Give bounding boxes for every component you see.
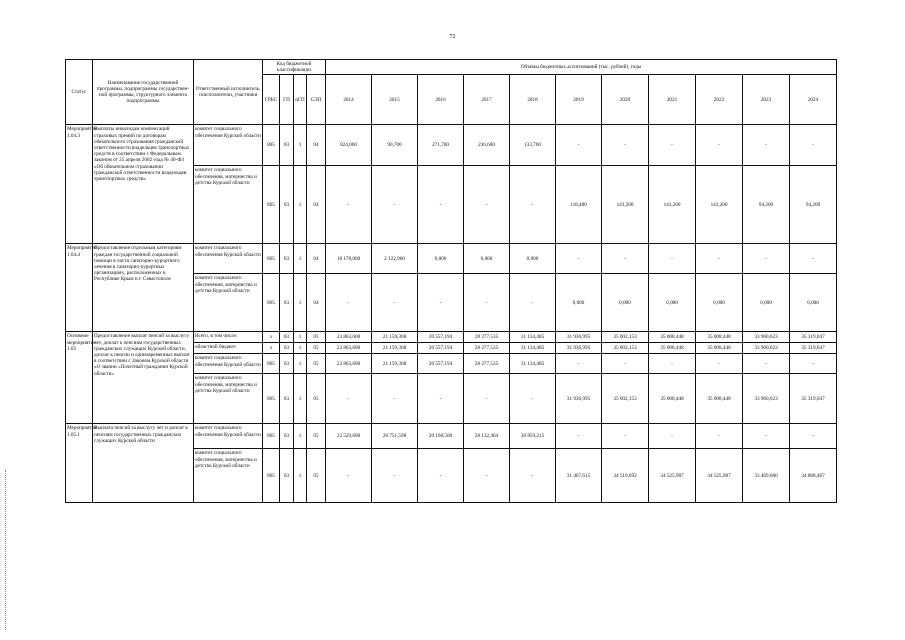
value-cell: - [649, 244, 696, 274]
code-cell: 805 [263, 166, 280, 244]
year-header: 2023 [743, 75, 790, 125]
code-cell: 805 [263, 274, 280, 332]
item-name-cell: Выплата пенсий за выслугу лет и доплат к пенсиям государственных гражданских служащих Курской области [93, 424, 194, 503]
value-cell: 23 529,600 [326, 424, 372, 449]
value-cell: 28 277,535 [464, 354, 510, 374]
code-cell: 03 [280, 424, 294, 449]
year-header: 2022 [696, 75, 743, 125]
value-cell: - [696, 424, 743, 449]
value-cell: - [326, 449, 372, 503]
value-cell: 0,000 [418, 244, 464, 274]
value-cell: 35 319,047 [790, 374, 837, 424]
code-cell: 05 [307, 424, 326, 449]
executor-cell: комитет социального обеспечения, материнства и детства Курской области [194, 274, 263, 332]
code-col-header: ГП [280, 75, 294, 125]
executor-header: Ответственный исполнитель, соисполнители, участники [194, 60, 263, 125]
value-cell: - [602, 424, 649, 449]
executor-cell: комитет социального обеспечения Курской области [194, 244, 263, 274]
code-col-header: ГРБС [263, 75, 280, 125]
year-header: 2018 [510, 75, 556, 125]
value-cell: - [743, 354, 790, 374]
code-cell: 805 [263, 374, 280, 424]
value-cell: - [743, 125, 790, 166]
value-cell: - [790, 354, 837, 374]
code-cell: 05 [307, 332, 326, 343]
value-cell: 94,200 [790, 166, 837, 244]
value-cell: - [602, 354, 649, 374]
code-cell: 03 [280, 166, 294, 244]
value-cell: 94,200 [743, 166, 790, 244]
value-cell: - [696, 354, 743, 374]
value-cell: 31 467,615 [556, 449, 602, 503]
status-cell: Мероприятие 1.05.1 [66, 424, 93, 503]
value-cell: 236,600 [464, 125, 510, 166]
value-cell: 21 159,368 [372, 354, 418, 374]
code-cell: 03 [280, 125, 294, 166]
code-cell: 1 [294, 244, 307, 274]
value-cell: 23 863,600 [326, 354, 372, 374]
value-cell: 31 936,995 [556, 343, 602, 354]
value-cell: 20 557,194 [418, 332, 464, 343]
value-cell: 33 960,623 [743, 343, 790, 354]
value-cell: - [464, 449, 510, 503]
status-cell: Основное мероприятие 1.05 [66, 332, 93, 424]
item-name-cell: Предоставление выплат пенсий за выслугу лет, доплат к пенсиям государственных гражданских служащих Курской области, доплат к пенсии и единовременных выплат в соответствии с Законом Курской области «О звании «Почетный гражданин Курской области» [93, 332, 194, 424]
value-cell: - [372, 166, 418, 244]
code-cell: 1 [294, 166, 307, 244]
value-cell: 35 002,153 [602, 374, 649, 424]
value-cell: - [326, 274, 372, 332]
value-cell: 31 134,485 [510, 332, 556, 343]
value-cell: - [556, 424, 602, 449]
executor-cell: комитет социального обеспечения Курской области [194, 424, 263, 449]
value-cell: 0,000 [556, 274, 602, 332]
value-cell: - [510, 274, 556, 332]
value-cell: 28 132,464 [464, 424, 510, 449]
value-cell: - [649, 354, 696, 374]
value-cell: 20 557,194 [418, 354, 464, 374]
code-cell: 1 [294, 343, 307, 354]
value-cell: 31 936,995 [556, 374, 602, 424]
code-cell: 03 [280, 343, 294, 354]
value-cell: 28 277,535 [464, 332, 510, 343]
value-cell: 0,000 [602, 274, 649, 332]
code-cell: 03 [280, 244, 294, 274]
value-cell: 143,200 [602, 166, 649, 244]
value-cell: - [556, 125, 602, 166]
value-cell: - [418, 274, 464, 332]
code-cell: 805 [263, 244, 280, 274]
value-cell: 33 469,680 [743, 449, 790, 503]
value-cell: 33 960,623 [743, 332, 790, 343]
code-cell: 1 [294, 354, 307, 374]
table-row [66, 125, 837, 166]
year-header: 2021 [649, 75, 696, 125]
code-cell: х [263, 343, 280, 354]
code-cell: 1 [294, 332, 307, 343]
value-cell: 34 808,467 [790, 449, 837, 503]
value-cell: 0,000 [510, 244, 556, 274]
table-row [66, 244, 837, 274]
code-cell: 805 [263, 354, 280, 374]
value-cell: 23 863,600 [326, 332, 372, 343]
value-cell: 20 751,598 [372, 424, 418, 449]
margin-mark [5, 470, 7, 630]
budget-volume-header: Объемы бюджетных ассигнований (тыс. рублей), годы [326, 60, 837, 75]
code-cell: 1 [294, 274, 307, 332]
budget-code-header: Код бюджетной классификации [263, 60, 326, 75]
value-cell: - [649, 125, 696, 166]
value-cell: 2 122,960 [372, 244, 418, 274]
value-cell: 31 936,995 [556, 332, 602, 343]
value-cell: 28 277,535 [464, 343, 510, 354]
code-cell: 03 [280, 449, 294, 503]
value-cell: - [326, 374, 372, 424]
value-cell: - [696, 244, 743, 274]
table-row [66, 424, 837, 449]
executor-cell: комитет социального обеспечения Курской области [194, 354, 263, 374]
value-cell: - [326, 166, 372, 244]
executor-cell: комитет социального обеспечения Курской области [194, 125, 263, 166]
code-cell: 03 [280, 274, 294, 332]
value-cell: 23 863,600 [326, 343, 372, 354]
value-cell: 0,000 [464, 244, 510, 274]
value-cell: 34 525,987 [649, 449, 696, 503]
code-cell: 1 [294, 374, 307, 424]
value-cell: 133,700 [510, 125, 556, 166]
value-cell: 271,700 [418, 125, 464, 166]
value-cell: 0,000 [649, 274, 696, 332]
value-cell: 30 859,215 [510, 424, 556, 449]
value-cell: - [372, 374, 418, 424]
value-cell: 143,200 [696, 166, 743, 244]
value-cell: 0,000 [743, 274, 790, 332]
year-header: 2017 [464, 75, 510, 125]
value-cell: - [696, 125, 743, 166]
code-cell: 805 [263, 449, 280, 503]
year-header: 2015 [372, 75, 418, 125]
value-cell: 0,000 [790, 274, 837, 332]
value-cell: 35 319,047 [790, 343, 837, 354]
value-cell: - [649, 424, 696, 449]
value-cell: - [510, 166, 556, 244]
value-cell: - [602, 125, 649, 166]
executor-cell: комитет социального обеспечения, материнства и детства Курской области [194, 166, 263, 244]
value-cell: 824,000 [326, 125, 372, 166]
code-cell: 03 [280, 354, 294, 374]
code-cell: 03 [280, 374, 294, 424]
value-cell: - [790, 125, 837, 166]
value-cell: 90,700 [372, 125, 418, 166]
code-cell: 04 [307, 125, 326, 166]
code-cell: 1 [294, 449, 307, 503]
value-cell: 35 008,448 [696, 374, 743, 424]
code-cell: 04 [307, 244, 326, 274]
code-cell: 05 [307, 449, 326, 503]
value-cell: 34 525,987 [696, 449, 743, 503]
value-cell: - [556, 244, 602, 274]
value-cell: 21 159,368 [372, 332, 418, 343]
status-cell: Мероприятие 1.04.4 [66, 244, 93, 332]
year-header: 2016 [418, 75, 464, 125]
status-cell: Мероприятие 1.04.3 [66, 125, 93, 244]
year-header: 2024 [790, 75, 837, 125]
value-cell: 0,000 [696, 274, 743, 332]
code-cell: 05 [307, 354, 326, 374]
value-cell: 35 008,448 [696, 343, 743, 354]
year-header: 2020 [602, 75, 649, 125]
code-cell: 1 [294, 125, 307, 166]
executor-cell: комитет социального обеспечения, материнства и детства Курской области [194, 374, 263, 424]
value-cell: - [790, 424, 837, 449]
value-cell: 31 134,485 [510, 343, 556, 354]
name-header: Наименование государственной программы, подпрограммы государствен-ной программы, структурного элемента подпрограммы [93, 60, 194, 125]
table-row [66, 332, 837, 343]
value-cell: - [372, 274, 418, 332]
code-cell: 805 [263, 424, 280, 449]
value-cell: - [464, 374, 510, 424]
year-header: 2019 [556, 75, 602, 125]
value-cell: - [418, 166, 464, 244]
value-cell: 35 002,153 [602, 332, 649, 343]
value-cell: 35 008,448 [649, 374, 696, 424]
code-cell: х [263, 332, 280, 343]
value-cell: 35 008,448 [649, 343, 696, 354]
value-cell: 35 002,153 [602, 343, 649, 354]
code-cell: 03 [280, 332, 294, 343]
value-cell: 33 960,623 [743, 374, 790, 424]
code-cell: 1 [294, 424, 307, 449]
year-header: 2014 [326, 75, 372, 125]
executor-cell: комитет социального обеспечения, материнства и детства Курской области [194, 449, 263, 503]
value-cell: 31 134,485 [510, 354, 556, 374]
code-cell: 05 [307, 343, 326, 354]
value-cell: 20 557,194 [418, 343, 464, 354]
item-name-cell: Предоставление отдельным категориям граждан государственной социальной помощи в части санаторно-курортного лечения в санаторно-курортных организациях, расположенных в Республике Крым и г. Севастополе [93, 244, 194, 332]
executor-cell: областной бюджет [194, 343, 263, 354]
code-col-header: СЭП [307, 75, 326, 125]
value-cell: 143,200 [649, 166, 696, 244]
value-cell: 34 519,692 [602, 449, 649, 503]
value-cell: 21 159,368 [372, 343, 418, 354]
value-cell: 35 319,047 [790, 332, 837, 343]
value-cell: 35 008,448 [649, 332, 696, 343]
header-row-1 [66, 60, 837, 75]
value-cell: - [743, 244, 790, 274]
page-number: 72 [449, 34, 456, 40]
value-cell: 118,400 [556, 166, 602, 244]
value-cell: - [418, 374, 464, 424]
value-cell: - [510, 374, 556, 424]
value-cell: - [790, 244, 837, 274]
executor-cell: Всего, в том числе: [194, 332, 263, 343]
value-cell: - [464, 166, 510, 244]
item-name-cell: Выплаты инвалидам компенсаций страховых премий по договорам обязательного страхования гражданской ответственности владельцев транспортных средств в соответствии с Федеральным законом от 25 апреля 2002 года № 40-ФЗ «Об обязательном страховании гражданской ответственности владельцев транспортных средств» [93, 125, 194, 244]
status-header: Статус [66, 60, 93, 125]
value-cell: - [464, 274, 510, 332]
value-cell: - [510, 449, 556, 503]
code-cell: 04 [307, 166, 326, 244]
code-cell: 04 [307, 274, 326, 332]
code-cell: 05 [307, 374, 326, 424]
value-cell: 18 178,000 [326, 244, 372, 274]
value-cell: - [418, 449, 464, 503]
value-cell: - [743, 424, 790, 449]
code-col-header: пГП [294, 75, 307, 125]
value-cell: - [372, 449, 418, 503]
value-cell: 20 168,500 [418, 424, 464, 449]
code-cell: 805 [263, 125, 280, 166]
value-cell: - [556, 354, 602, 374]
budget-table [65, 59, 837, 503]
value-cell: - [602, 244, 649, 274]
value-cell: 35 008,448 [696, 332, 743, 343]
